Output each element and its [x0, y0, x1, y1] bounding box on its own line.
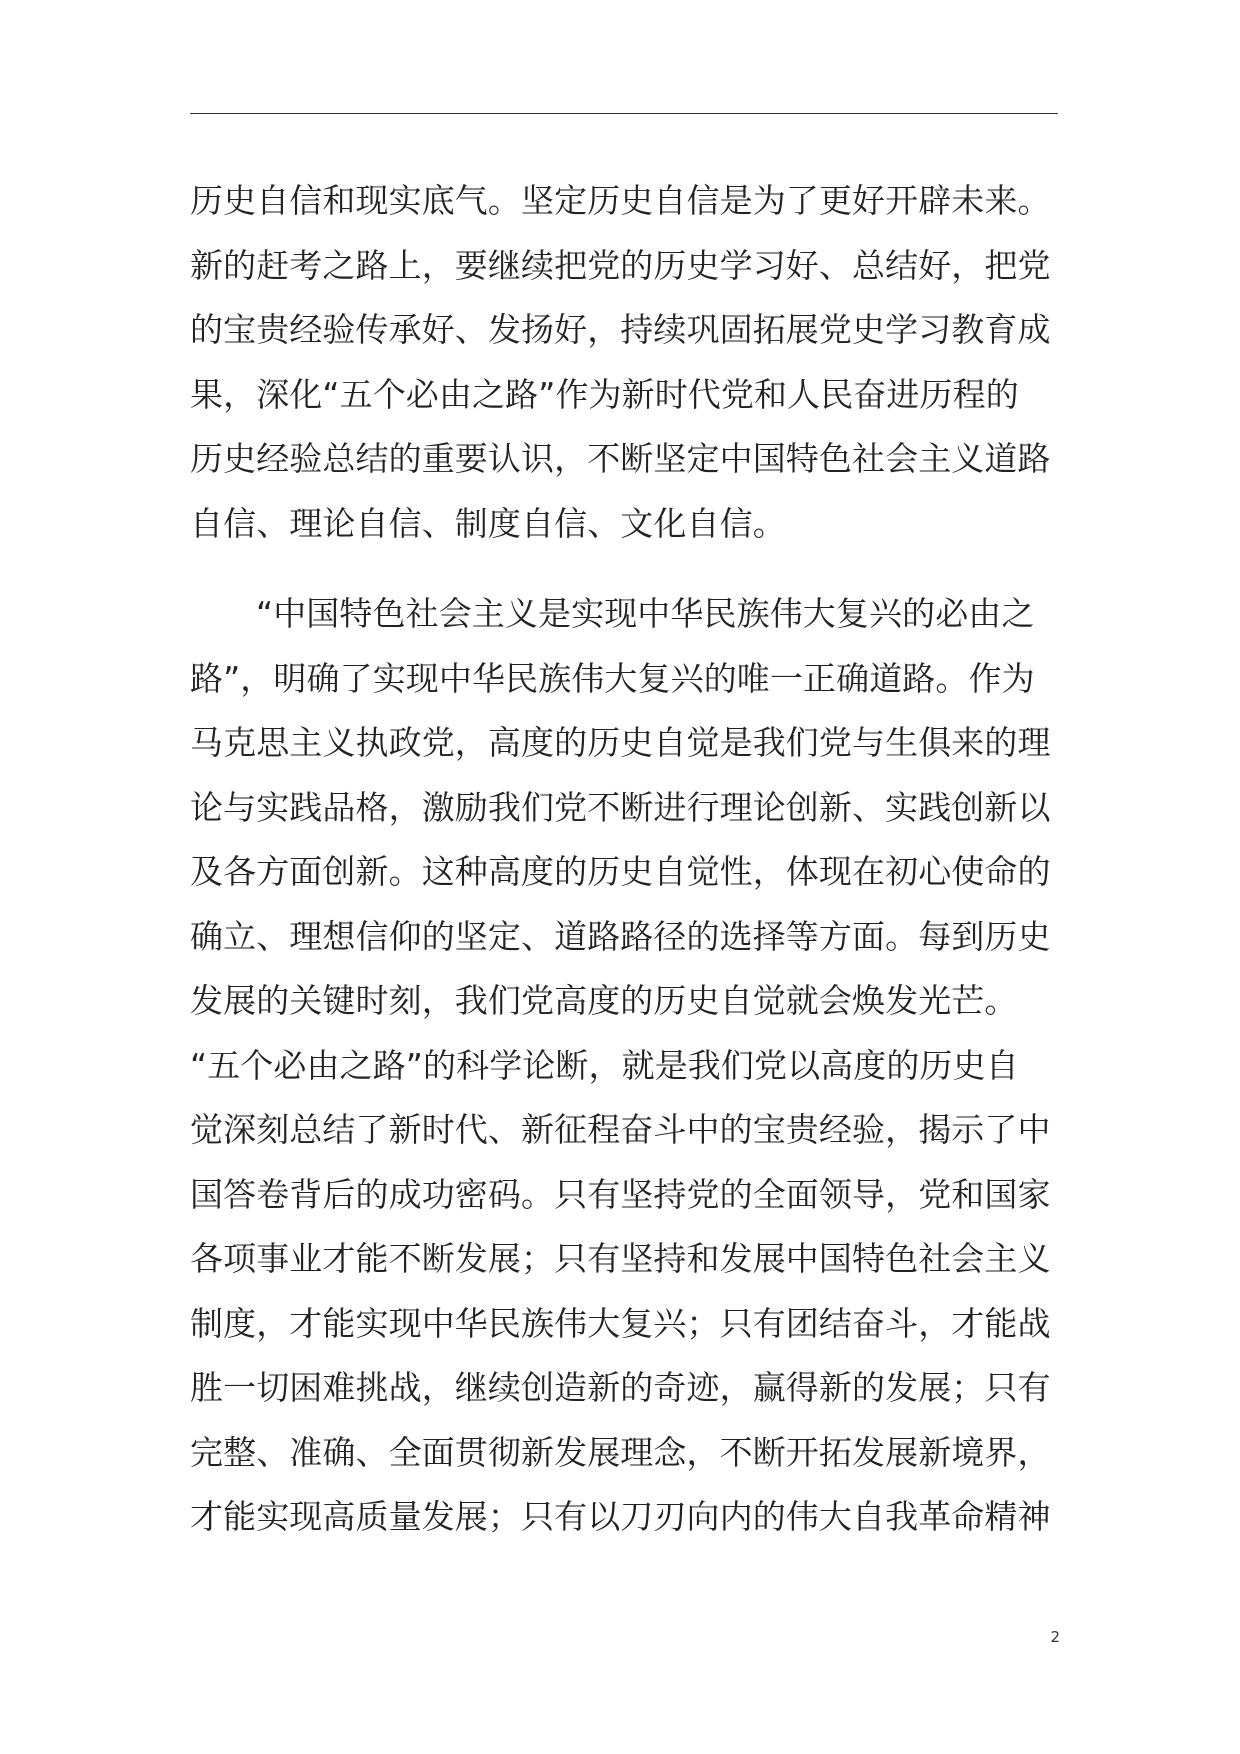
text-line: 路”，明确了实现中华民族伟大复兴的唯一正确道路。作为	[190, 658, 1035, 698]
text-line: 新的赶考之路上，要继续把党的历史学习好、总结好，把党	[190, 245, 1051, 285]
page-number: 2	[1050, 1628, 1060, 1646]
text-line: 各项事业才能不断发展；只有坚持和发展中国特色社会主义	[190, 1239, 1051, 1278]
text-line: 国答卷背后的成功密码。只有坚持党的全面领导，党和国家	[190, 1174, 1051, 1214]
text-line: 历史自信和现实底气。坚定历史自信是为了更好开辟未来。	[190, 181, 1051, 220]
text-line: 完整、准确、全面贯彻新发展理念，不断开拓发展新境界，	[190, 1432, 1051, 1472]
text-line: 才能实现高质量发展；只有以刀刃向内的伟大自我革命精神	[190, 1497, 1051, 1536]
paragraph-main	[190, 582, 1051, 1550]
text-line: “中国特色社会主义是实现中华民族伟大复兴的必由之	[256, 594, 1035, 633]
text-line: 制度，才能实现中华民族伟大复兴；只有团结奋斗，才能战	[190, 1303, 1051, 1343]
text-line: 论与实践品格，激励我们党不断进行理论创新、实践创新以	[190, 787, 1051, 827]
text-line: 马克思主义执政党，高度的历史自觉是我们党与生俱来的理	[190, 723, 1051, 762]
paragraph-continued	[190, 169, 1051, 556]
text-line: 历史经验总结的重要认识，不断坚定中国特色社会主义道路	[190, 439, 1051, 478]
text-line: 觉深刻总结了新时代、新征程奋斗中的宝贵经验，揭示了中	[190, 1110, 1051, 1149]
text-line: 果，深化“五个必由之路”作为新时代党和人民奋进历程的	[190, 374, 1019, 414]
text-line: 的宝贵经验传承好、发扬好，持续巩固拓展党史学习教育成	[190, 310, 1051, 349]
text-line: 自信、理论自信、制度自信、文化自信。	[190, 503, 786, 543]
header-divider	[190, 113, 1058, 114]
text-line: “五个必由之路”的科学论断，就是我们党以高度的历史自	[190, 1045, 1019, 1085]
text-line: 确立、理想信仰的坚定、道路路径的选择等方面。每到历史	[190, 916, 1051, 956]
text-line: 发展的关键时刻，我们党高度的历史自觉就会焕发光芒。	[190, 981, 1018, 1020]
text-line: 胜一切困难挑战，继续创造新的奇迹，赢得新的发展；只有	[190, 1368, 1051, 1407]
text-line: 及各方面创新。这种高度的历史自觉性，体现在初心使命的	[190, 852, 1051, 891]
